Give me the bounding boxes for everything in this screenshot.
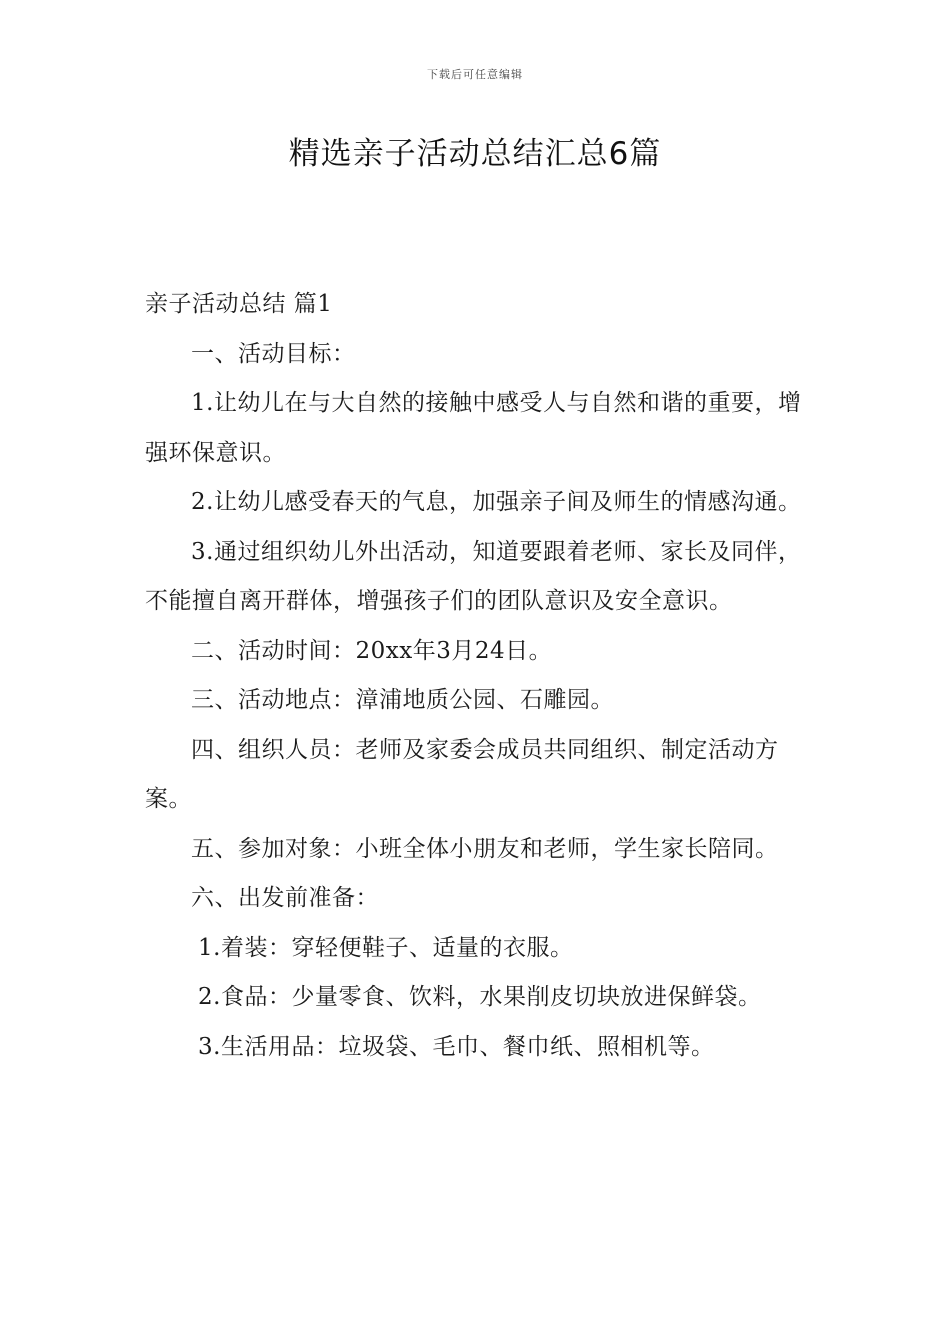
document-body: [145, 280, 809, 1072]
list-item: 3.生活用品：垃圾袋、毛巾、餐巾纸、照相机等。: [198, 1033, 715, 1060]
paragraph: 1.让幼儿在与大自然的接触中感受人与自然和谐的重要，增强环保意识。: [145, 390, 802, 466]
paragraph: 一、活动目标：: [191, 340, 356, 367]
document-title: 精选亲子活动总结汇总6篇: [288, 136, 662, 172]
paragraph: 二、活动时间：20xx年3月24日。: [191, 637, 553, 664]
list-item: 2.食品：少量零食、饮料，水果削皮切块放进保鲜袋。: [198, 984, 762, 1010]
header-note: 下载后可任意编辑: [427, 68, 523, 81]
paragraph: 3.通过组织幼儿外出活动，知道要跟着老师、家长及同伴，不能擅自离开群体，增强孩子们的团队意识及安全意识。: [145, 538, 802, 614]
paragraph: 三、活动地点：漳浦地质公园、石雕园。: [191, 687, 614, 713]
paragraph: 四、组织人员：老师及家委会成员共同组织、制定活动方案。: [145, 736, 779, 812]
paragraph: 2.让幼儿感受春天的气息，加强亲子间及师生的情感沟通。: [191, 489, 802, 515]
list-item: 1.着装：穿轻便鞋子、适量的衣服。: [198, 934, 574, 961]
paragraph: 六、出发前准备：: [191, 885, 379, 911]
paragraph: 五、参加对象：小班全体小朋友和老师，学生家长陪同。: [191, 835, 779, 862]
section-heading: 亲子活动总结 篇1: [145, 291, 333, 317]
